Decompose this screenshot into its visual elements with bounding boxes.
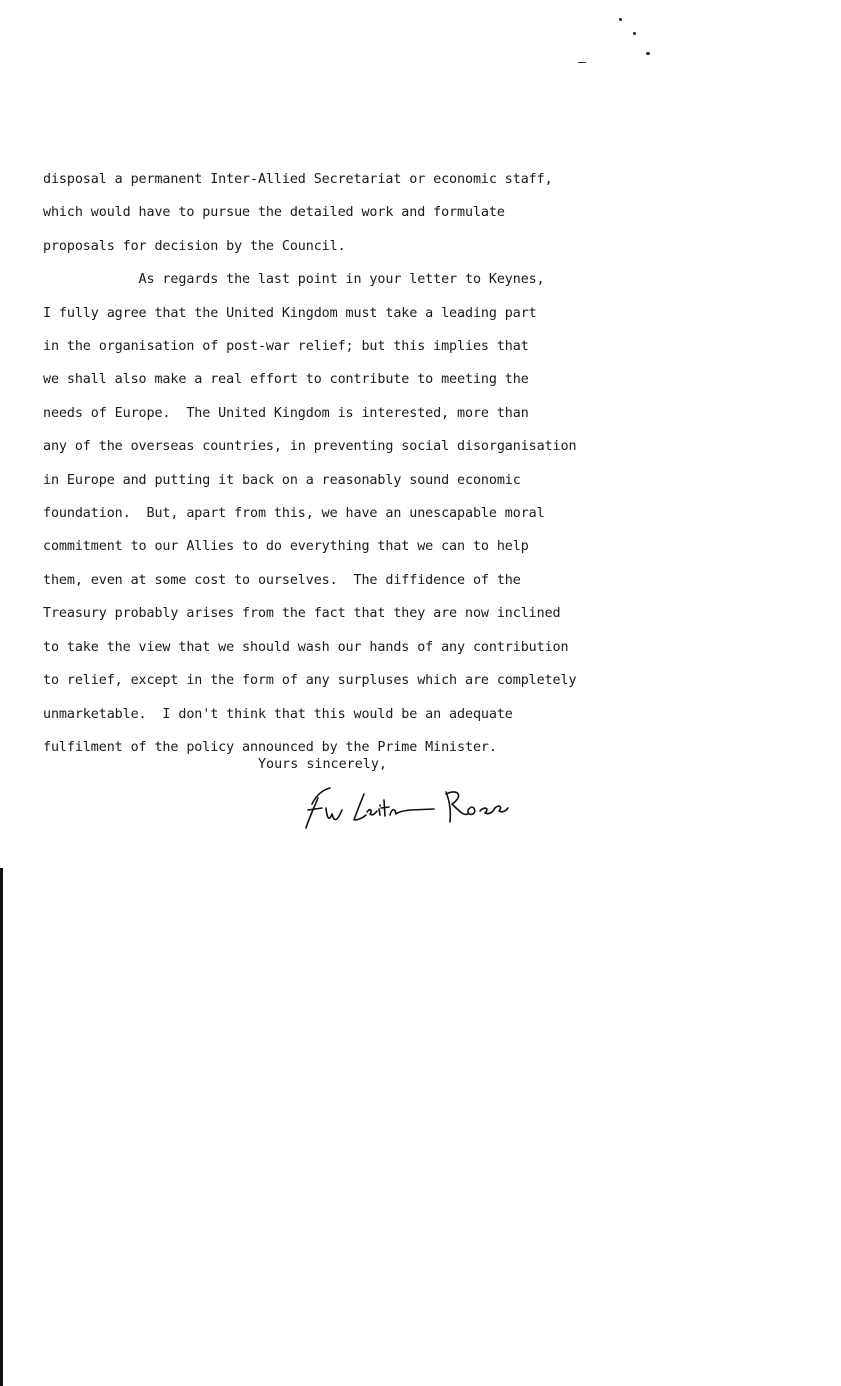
letter-line: in the organisation of post-war relief; but this implies that [43,339,529,355]
stray-dash [578,62,586,63]
letter-line: to take the view that we should wash our hands of any contribution [43,639,569,655]
letter-line: Treasury probably arises from the fact that they are now inclined [43,606,561,622]
letter-line: which would have to pursue the detailed work and formulate [43,205,505,221]
letter-body [43,163,623,764]
letter-line: them, even at some cost to ourselves. The diffidence of the [43,572,521,588]
letter-line: needs of Europe. The United Kingdom is interested, more than [43,405,529,421]
letter-line: disposal a permanent Inter-Allied Secretariat or economic staff, [43,172,553,187]
handwritten-signature [300,778,515,834]
closing-salutation: Yours sincerely, [258,757,387,772]
letter-line: to relief, except in the form of any surpluses which are completely [43,673,577,689]
letter-line: any of the overseas countries, in preventing social disorganisation [43,439,577,455]
stray-dot [646,52,650,55]
letter-line: commitment to our Allies to do everything that we can to help [43,539,529,555]
letter-line: foundation. But, apart from this, we have an unescapable moral [43,506,545,522]
scan-edge-shadow [0,868,3,1386]
stray-dot [633,32,636,35]
letter-line: we shall also make a real effort to contribute to meeting the [43,372,529,388]
letter-line: I fully agree that the United Kingdom must take a leading part [43,305,537,321]
letter-line: As regards the last point in your letter to Keynes, [43,272,545,288]
stray-dot [619,18,622,21]
stray-marks [570,10,670,70]
letter-line: proposals for decision by the Council. [43,238,346,254]
letter-line: unmarketable. I don't think that this would be an adequate [43,706,513,722]
letter-line: fulfilment of the policy announced by the Prime Minister. [43,739,497,755]
letter-line: in Europe and putting it back on a reasonably sound economic [43,472,521,488]
